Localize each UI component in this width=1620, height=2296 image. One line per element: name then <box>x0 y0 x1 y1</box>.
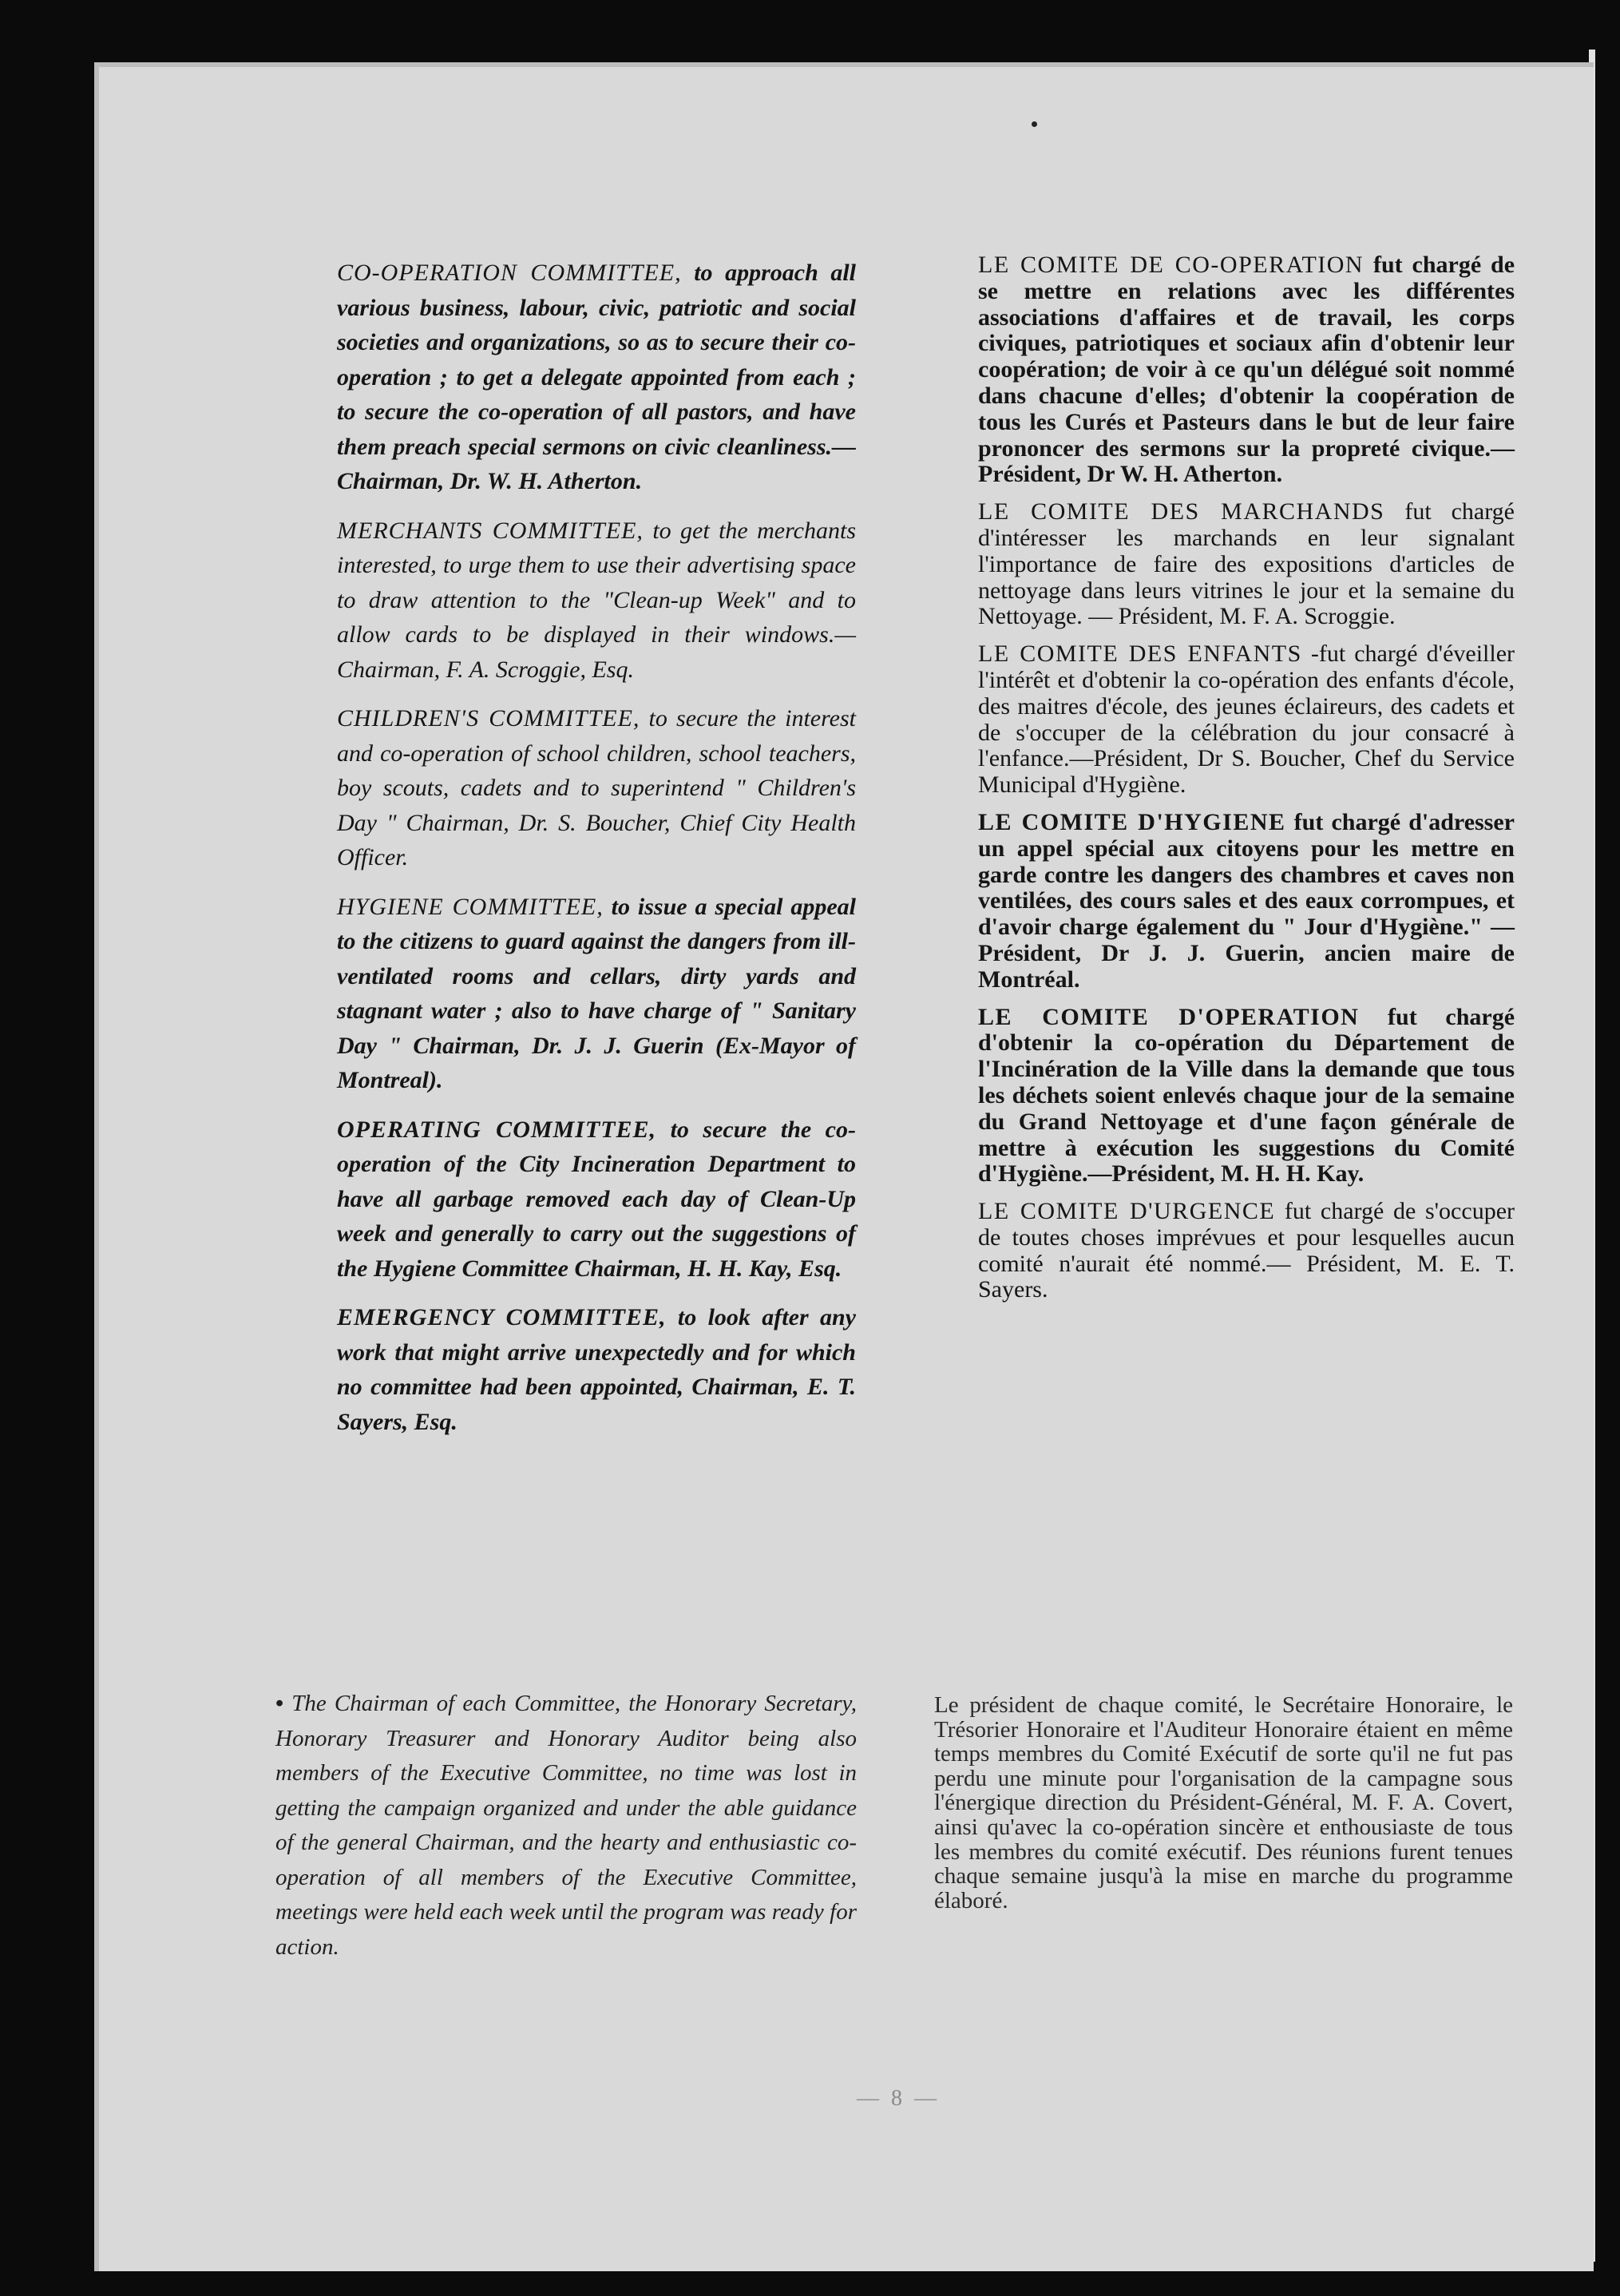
children-committee-fr <box>978 641 1515 799</box>
french-column <box>978 252 1515 1315</box>
emergency-heading-fr: LE COMITE D'URGENCE <box>978 1198 1276 1225</box>
merchants-heading-en: MERCHANTS COMMITTEE, <box>337 517 644 544</box>
operating-committee-fr <box>978 1005 1515 1188</box>
footnote-text-en: The Chairman of each Committee, the Honorary Secretary, Honorary Treasurer and Honorary Auditor being also members of the Executive Committee, no time was lost in getting the campaign organized and under the able guidance of the general Chairman, and the hearty and enthusiastic co-operation of all members of the Executive Committee, meetings were held each week until the program was ready for action. <box>275 1691 858 1960</box>
cooperation-heading-fr: LE COMITE DE CO-OPERATION <box>978 252 1365 278</box>
cooperation-body-en: to approach all various business, labour, civic, patriotic and social societies and organizations, so as to secure their co-operation ; to get a delegate appointed from each ; to secure the co-operation of all pastors, and have them preach special sermons on civic cleanliness.—Chairman, Dr. W. H. Atherton. <box>337 260 856 494</box>
footnote-text-fr: Le président de chaque comité, le Secrétaire Honoraire, le Trésorier Honoraire et l'Auditeur Honoraire étaient en même temps membres du Comité Exécutif de sorte qu'il ne fut pas perdu une minute pour l'organisation de la campagne sous l'énergique direction du Président-Général, M. F. A. Covert, ainsi qu'avec la co-opération sincère et enthousiaste de tous les membres du comité exécutif. Des réunions furent tenues chaque semaine jusqu'à la mise en marche du programme élaboré. <box>934 1692 1513 1913</box>
footnote-marker: • <box>275 1691 284 1716</box>
merchants-body-fr: fut chargé d'intéresser les marchands en leur signalant l'importance de faire des expositions d'articles de nettoyage dans leurs vitrines le jour et la semaine du Nettoyage. — Président, M. F. A. Scroggie. <box>978 498 1515 630</box>
ink-mark <box>1032 121 1037 127</box>
footnote-en <box>275 1687 857 1965</box>
operating-body-fr: fut chargé d'obtenir la co-opération du Département de l'Incinération de la Ville dans la demande que tous les déchets soient enlevés chaque jour de la semaine du Grand Nettoyage et d'une façon générale de mettre à exécution les suggestions du Comité d'Hygiène.—Président, M. H. H. Kay. <box>978 1003 1515 1188</box>
emergency-heading-en: EMERGENCY COMMITTEE, <box>337 1304 667 1330</box>
operating-body-en: to secure the co-operation of the City Incineration Department to have all garbage removed each day of Clean-Up week and generally to carry out the suggestions of the Hygiene Committee Chairman, H. H. Kay, Esq. <box>337 1116 856 1282</box>
operating-heading-fr: LE COMITE D'OPERATION <box>978 1003 1360 1030</box>
cooperation-body-fr: fut chargé de se mettre en relations avec les différentes associations d'affaires et de travail, les corps civiques, patriotiques et sociaux afin d'obtenir leur coopération; de voir à ce qu'un délégué soit nommé dans chacune d'elles; d'obtenir la coopération de tous les Curés et Pasteurs dans le but de leur faire prononcer des sermons sur la propreté civique.—Président, Dr W. H. Atherton. <box>978 252 1515 488</box>
cooperation-committee-fr <box>978 252 1515 488</box>
merchants-body-en: to get the merchants interested, to urge them to use their advertising space to draw attention to the "Clean-up Week" and to allow cards to be displayed in their windows.—Chairman, F. A. Scroggie, Esq. <box>337 517 857 683</box>
emergency-body-en: to look after any work that might arrive unexpectedly and for which no committee had been appointed, Chairman, E. T. Sayers, Esq. <box>337 1304 856 1435</box>
merchants-committee-en <box>337 514 856 688</box>
cooperation-committee-en <box>337 256 856 499</box>
operating-heading-en: OPERATING COMMITTEE, <box>337 1116 657 1143</box>
footnote-fr <box>934 1693 1513 1913</box>
children-body-en: to secure the interest and co-operation of school children, school teachers, boy scouts, cadets and to superintend " Children's Day " Chairman, Dr. S. Boucher, Chief City Health Officer. <box>337 705 856 870</box>
hygiene-body-en: to issue a special appeal to the citizens to guard against the dangers from ill-ventilated rooms and cellars, dirty yards and stagnant water ; also to have charge of " Sanitary Day " Chairman, Dr. J. J. Guerin (Ex-Mayor of Montreal). <box>337 893 856 1093</box>
footnote-paragraph-en <box>275 1687 857 1965</box>
emergency-committee-en <box>337 1300 856 1439</box>
english-column <box>337 256 856 1453</box>
merchants-heading-fr: LE COMITE DES MARCHANDS <box>978 498 1385 525</box>
hygiene-heading-fr: LE COMITE D'HYGIENE <box>978 808 1286 835</box>
emergency-committee-fr <box>978 1199 1515 1303</box>
hygiene-committee-fr <box>978 810 1515 993</box>
children-heading-fr: LE COMITE DES ENFANTS <box>978 640 1302 668</box>
page-number: — 8 — <box>857 2086 940 2111</box>
children-heading-en: CHILDREN'S COMMITTEE, <box>337 705 640 732</box>
hygiene-body-fr: fut chargé d'adresser un appel spécial aux citoyens pour les mettre en garde contre les dangers des chambres et caves non ventilées, des cours sales et des eaux corrompues, et d'avoir charge également du " Jour d'Hygiène." — Président, Dr J. J. Guerin, ancien maire de Montréal. <box>978 808 1515 993</box>
hygiene-committee-en <box>337 890 856 1098</box>
cooperation-heading-en: CO-OPERATION COMMITTEE, <box>337 260 682 286</box>
hygiene-heading-en: HYGIENE COMMITTEE, <box>337 893 604 920</box>
children-body-fr: -fut chargé d'éveiller l'intérêt et d'obtenir la co-opération des enfants d'école, des maitres d'école, des jeunes éclaireurs, des cadets et de s'occuper de la célébration du jour consacré à l'enfance.—Président, Dr S. Boucher, Chef du Service Municipal d'Hygiène. <box>978 640 1515 799</box>
merchants-committee-fr <box>978 499 1515 630</box>
operating-committee-en <box>337 1112 856 1287</box>
children-committee-en <box>337 701 856 875</box>
emergency-body-fr: fut chargé de s'occuper de toutes choses imprévues et pour lesquelles aucun comité n'aurait été nommé.— Président, M. E. T. Sayers. <box>978 1198 1515 1303</box>
